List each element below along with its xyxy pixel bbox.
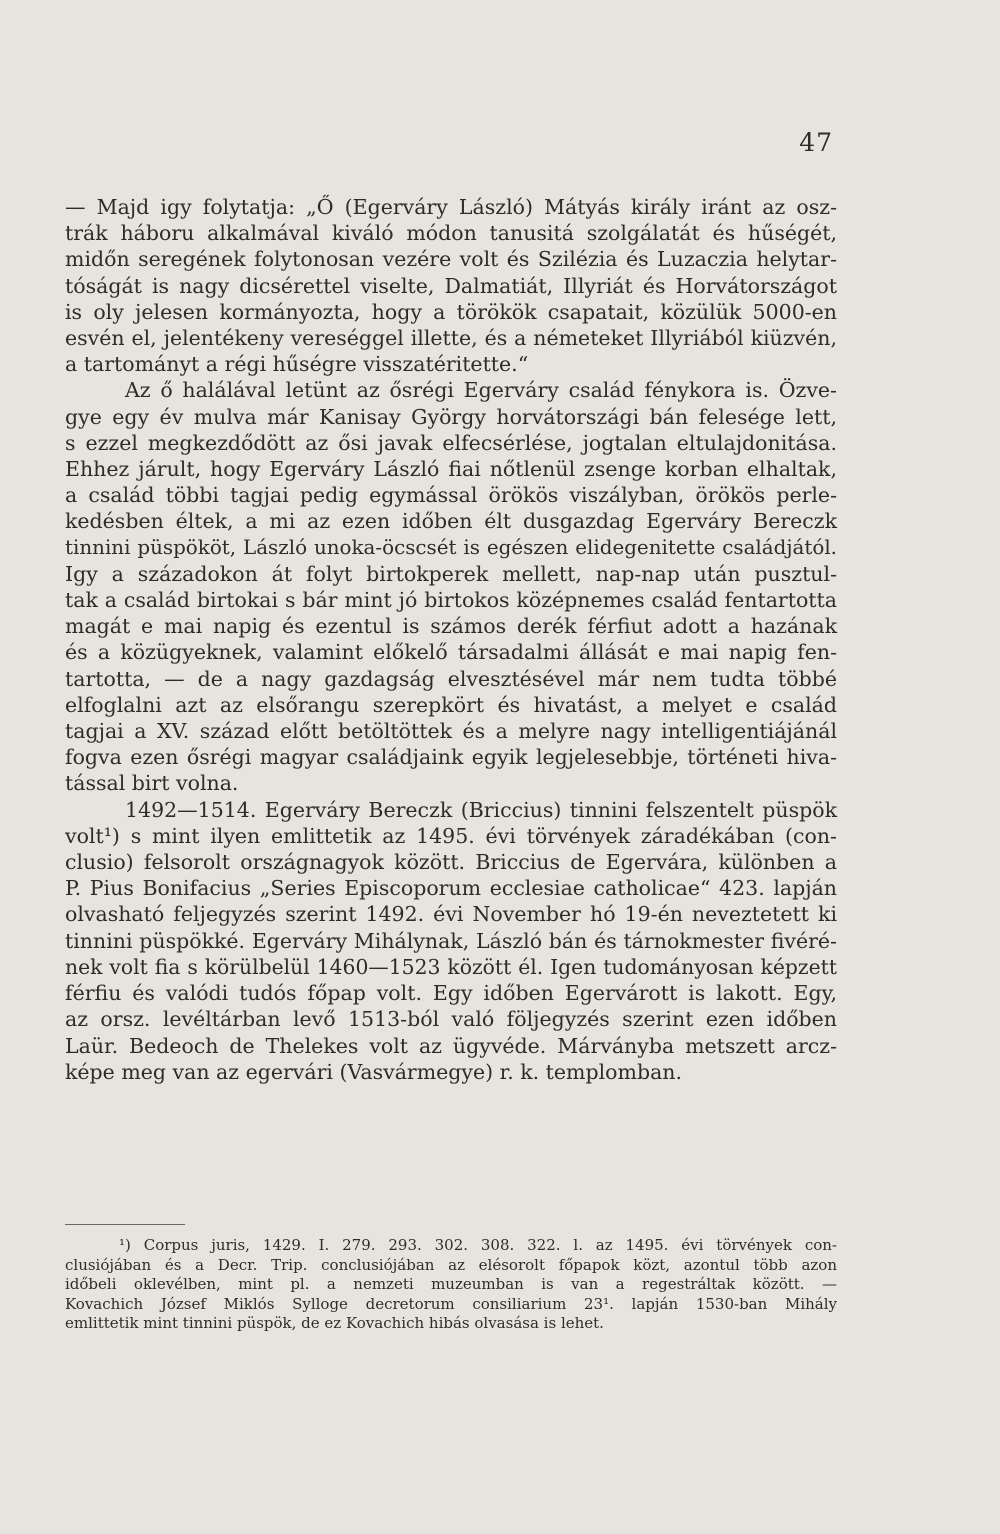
page-number: 47 [799, 128, 833, 157]
text-line: 1492—1514. Egerváry Bereczk (Briccius) tinnini felszentelt püspök [125, 797, 837, 822]
text-line: tak a család birtokai s bár mint jó birtokos középnemes család fentartotta [65, 588, 837, 613]
text-line: az orsz. levéltárban levő 1513-ból való följegyzés szerint ezen időben [65, 1007, 837, 1032]
footnote-line: emlittetik mint tinnini püspök, de ez Kovachich hibás olvasása is lehet. [65, 1314, 604, 1332]
text-line: P. Pius Bonifacius „Series Episcoporum ecclesiae catholicae“ 423. lapján [65, 876, 837, 901]
paragraph-3 [65, 797, 837, 1085]
text-line: tással birt volna. [65, 771, 239, 796]
text-line: tinnini püspökké. Egerváry Mihálynak, László bán és tárnokmester fivéré- [65, 928, 837, 953]
text-line: Igy a századokon át folyt birtokperek mellett, nap-nap után pusztul- [65, 561, 837, 586]
text-line: férfiu és valódi tudós főpap volt. Egy időben Egervárott is lakott. Egy, [65, 981, 837, 1006]
text-line: tinnini püspököt, László unoka-öcscsét is egészen elidegenitette családjától. [65, 535, 837, 559]
text-line: magát e mai napig és ezentul is számos derék férfiut adott a hazának [65, 614, 837, 639]
text-line: clusio) felsorolt országnagyok között. Briccius de Egervára, különben a [65, 850, 837, 875]
text-line: is oly jelesen kormányozta, hogy a törökök csapatait, közülük 5000-en [65, 299, 837, 324]
paragraph-2 [65, 377, 837, 796]
text-line: kedésben éltek, a mi az ezen időben élt dusgazdag Egerváry Bereczk [65, 509, 837, 534]
text-line: trák háboru alkalmával kiváló módon tanusitá szolgálatát és hűségét, [65, 221, 837, 246]
footnote [65, 1236, 837, 1334]
text-line: — Majd igy folytatja: „Ő (Egerváry László) Mátyás király iránt az osz- [65, 195, 837, 219]
text-line: tagjai a XV. század előtt betöltöttek és a melyre nagy intelligentiájánál [65, 719, 837, 744]
footnote-line: Kovachich József Miklós Sylloge decretorum consiliarium 23¹. lapján 1530-ban Mihály [65, 1294, 837, 1313]
text-line: esvén el, jelentékeny vereséggel illette, és a németeket Illyriából kiüzvén, [65, 326, 837, 351]
text-line: fogva ezen ősrégi magyar családjaink egyik legjelesebbje, történeti hiva- [65, 745, 837, 770]
text-line: olvasható feljegyzés szerint 1492. évi November hó 19-én neveztetett ki [65, 902, 837, 927]
text-line: gye egy év mulva már Kanisay György horvátországi bán felesége lett, [65, 404, 837, 429]
text-line: és a közügyeknek, valamint előkelő társadalmi állását e mai napig fen- [65, 640, 837, 665]
text-line: képe meg van az egervári (Vasvármegye) r. k. templomban. [65, 1059, 683, 1084]
text-line: Ehhez járult, hogy Egerváry László fiai nőtlenül zsenge korban elhaltak, [65, 457, 837, 482]
text-line: Laür. Bedeoch de Thelekes volt az ügyvéde. Márványba metszett arcz- [65, 1033, 837, 1058]
paragraph-1 [65, 194, 837, 377]
text-line: tóságát is nagy dicsérettel viselte, Dalmatiát, Illyriát és Horvátországot [65, 273, 837, 298]
text-line: nek volt fia s körülbelül 1460—1523 között él. Igen tudományosan képzett [65, 954, 837, 979]
text-line: a tartományt a régi hűségre visszatéritette.“ [65, 352, 529, 377]
footnote-line: időbeli oklevélben, mint pl. a nemzeti muzeumban is van a regestráltak között. — [65, 1275, 837, 1293]
footnote-line: clusiójában és a Decr. Trip. conclusiójában az elésorolt főpapok közt, azontul több azon [65, 1255, 837, 1274]
footnote-divider [65, 1224, 185, 1225]
text-line: elfoglalni azt az elsőrangu szerepkört és hivatást, a melyet e család [65, 692, 837, 717]
text-line: volt¹) s mint ilyen emlittetik az 1495. évi törvények záradékában (con- [65, 823, 837, 848]
text-line: a család többi tagjai pedig egymással örökös viszályban, örökös perle- [65, 483, 837, 508]
text-line: Az ő halálával letünt az ősrégi Egerváry család fénykora is. Özve- [125, 378, 837, 403]
text-line: s ezzel megkezdődött az ősi javak elfecsérlése, jogtalan eltulajdonitása. [65, 430, 837, 455]
footnote-line: ¹) Corpus juris, 1429. I. 279. 293. 302. 308. 322. l. az 1495. évi törvények con- [119, 1236, 837, 1254]
text-line: midőn seregének folytonosan vezére volt és Szilézia és Luzaczia helytar- [65, 247, 837, 272]
text-line: tartotta, — de a nagy gazdagság elvesztésével már nem tudta többé [65, 666, 837, 691]
body-text [65, 194, 837, 1085]
